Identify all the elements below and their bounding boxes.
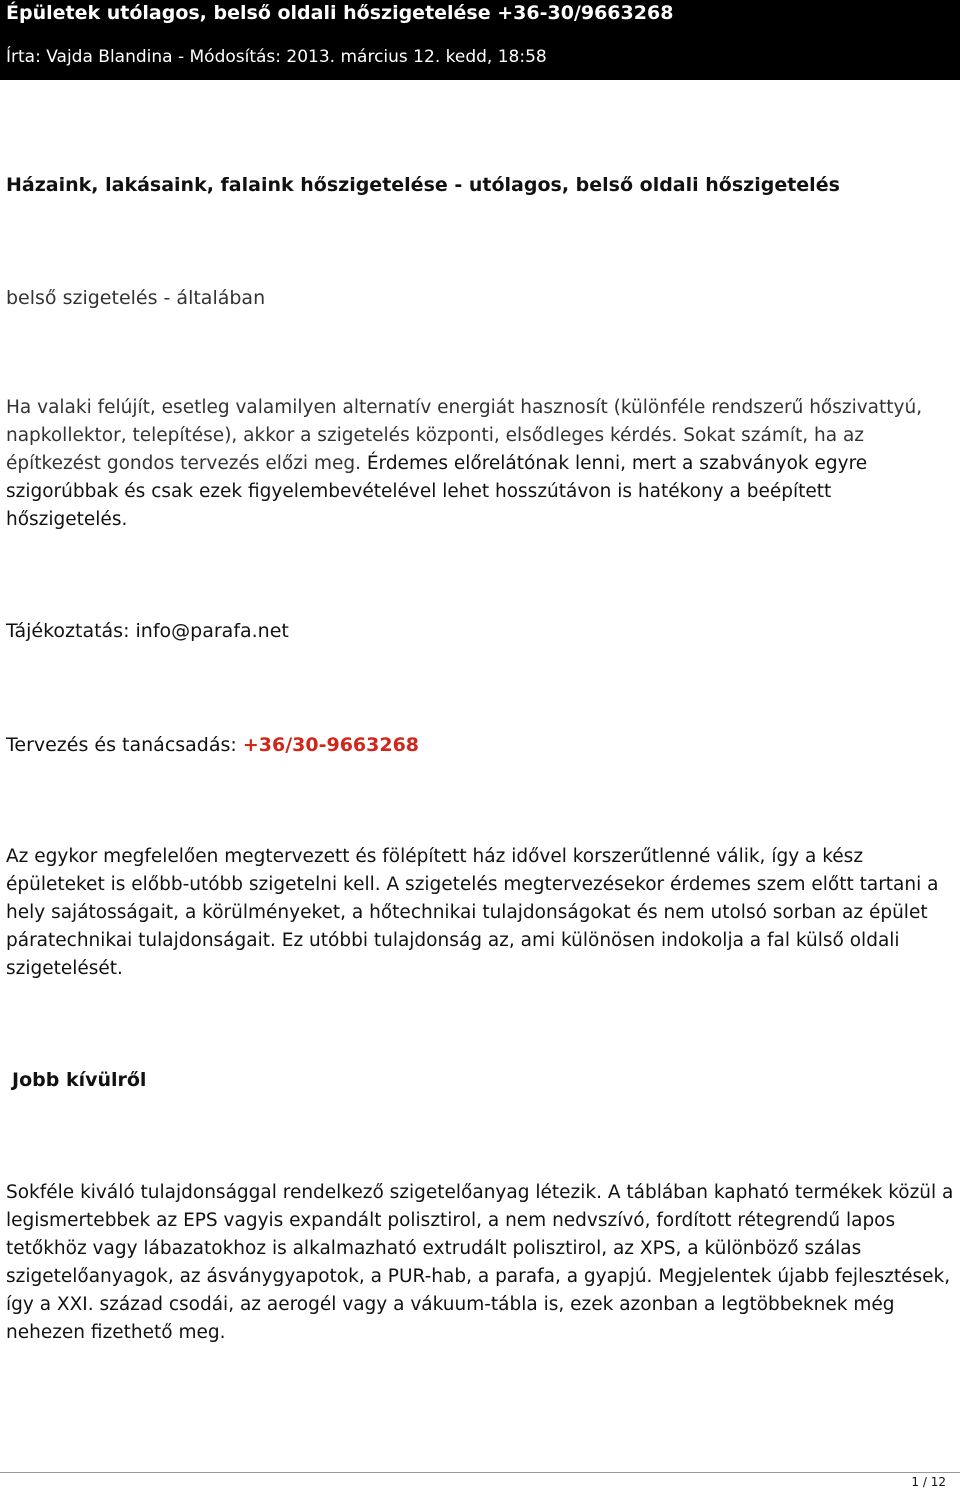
paragraph-intro	[6, 394, 954, 534]
phone-line	[6, 734, 419, 756]
page-number: 1 / 12	[911, 1475, 946, 1489]
page-title: Épületek utólagos, belső oldali hőszigetelése +36-30/9663268	[6, 2, 674, 24]
footer-divider	[0, 1472, 960, 1473]
header-band	[0, 0, 960, 80]
paragraph-intro-part2: Érdemes előrelátónak lenni, mert a szabványok egyre szigorúbbak és csak ezek figyelembevételével lehet hosszútávon is hatékony a beépített hőszigetelés.	[6, 453, 868, 530]
article-subheading: belső szigetelés - általában	[6, 287, 266, 309]
paragraph-intro-part1: Ha valaki felújít, esetleg valamilyen alternatív energiát hasznosít (különféle rendszerű hőszivattyú, napkollektor, telepítése), akkor a szigetelés központi, elsődleges kérdés. Sokat számít, ha az építkezést gondos tervezés előzi meg.	[6, 397, 923, 474]
phone-number-link[interactable]: +36/30-9663268	[242, 734, 420, 756]
paragraph-materials: Sokféle kiváló tulajdonsággal rendelkező szigetelőanyag létezik. A táblában kapható termékek közül a legismertebbek az EPS vagyis expandált polisztirol, a nem nedvszívó, fordított rétegrendű lapos tetőkhöz vagy lábazatokhoz is alkalmazható extrudált polisztirol, az XPS, a különböző szálas szigetelőanyagok, az ásványgyapotok, a PUR-hab, a parafa, a gyapjú. Megjelentek újabb fejlesztések, így a XXI. század csodái, az aerogél vagy a vákuum-tábla is, ezek azonban a legtöbbeknek még nehezen fizethető meg.	[6, 1182, 954, 1343]
section-heading-jobb-kivulrol: Jobb kívülről	[12, 1069, 147, 1091]
paragraph-retrofit: Az egykor megfelelően megtervezett és fölépített ház idővel korszerűtlenné válik, így a kész épületeket is előbb-utóbb szigetelni kell. A szigetelés megtervezésekor érdemes szem előtt tartani a hely sajátosságait, a körülményeket, a hőtechnikai tulajdonságokat és nem utolsó sorban az épület páratechnikai tulajdonságait. Ez utóbbi tulajdonság az, ami különösen indokolja a fal külső oldali szigetelését.	[6, 846, 939, 979]
byline: Írta: Vajda Blandina - Módosítás: 2013. március 12. kedd, 18:58	[6, 47, 547, 67]
article-heading: Házaink, lakásaink, falaink hőszigetelése - utólagos, belső oldali hőszigetelés	[6, 174, 840, 196]
phone-label: Tervezés és tanácsadás:	[6, 734, 243, 756]
contact-email[interactable]: Tájékoztatás: info@parafa.net	[6, 620, 289, 642]
